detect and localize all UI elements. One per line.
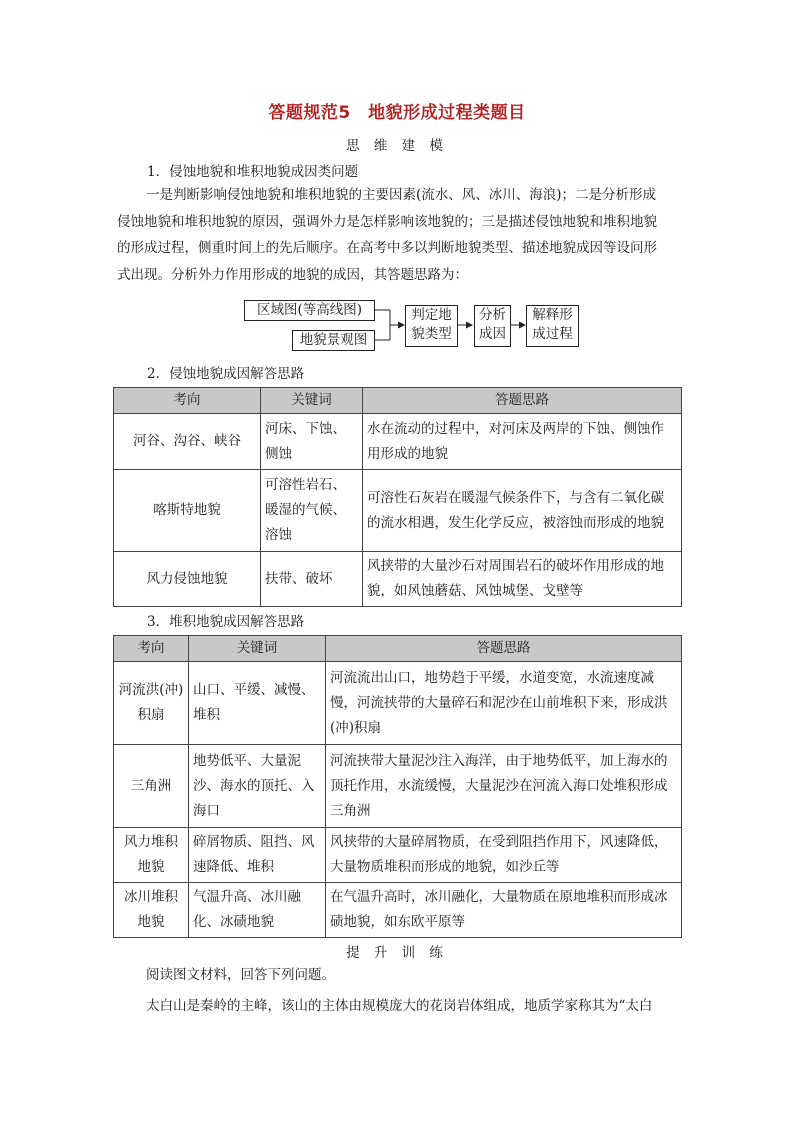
deposition-table (113, 635, 682, 938)
table-row (114, 470, 682, 552)
table-header-cell: 答题思路 (363, 388, 682, 414)
keywords-cell: 地势低平、大量泥沙、海水的顶托、入海口 (189, 745, 326, 828)
section3-heading: 3．堆积地貌成因解答思路 (147, 614, 305, 630)
table-header-cell: 关键词 (261, 388, 363, 414)
flow-box-line: 成过程 (532, 326, 573, 342)
model-heading: 思 维 建 模 (346, 138, 448, 154)
keywords-cell: 扶带、破坏 (261, 552, 363, 607)
flow-box-region-map: 区域图(等高线图) (244, 300, 375, 321)
paragraph-line: 阅读图文材料，回答下列问题。 (146, 967, 335, 983)
section2-heading: 2．侵蚀地貌成因解答思路 (147, 366, 305, 382)
idea-cell: 水在流动的过程中，对河床及两岸的下蚀、侧蚀作用形成的地貌 (363, 414, 682, 470)
flow-box-analyze-cause (474, 305, 511, 347)
table-row (114, 662, 682, 745)
direction-cell: 三角洲 (114, 745, 189, 828)
erosion-table (113, 387, 682, 607)
flow-diagram (0, 0, 794, 360)
direction-cell: 河流洪(冲)积扇 (114, 662, 189, 745)
section1-heading: 1．侵蚀地貌和堆积地貌成因类问题 (147, 164, 359, 180)
flow-arrows (0, 0, 794, 360)
keywords-cell: 山口、平缓、减慢、堆积 (189, 662, 326, 745)
keywords-cell: 可溶性岩石、暖湿的气候、溶蚀 (261, 470, 363, 552)
paragraph-line: 太白山是秦岭的主峰，该山的主体由规模庞大的花岗岩体组成，地质学家称其为“太白 (146, 997, 653, 1014)
table-row (114, 552, 682, 607)
keywords-cell: 碎屑物质、阻挡、风速降低、堆积 (189, 828, 326, 883)
table-row (114, 883, 682, 938)
flow-box-line: 判定地 (411, 307, 452, 323)
direction-cell: 风力侵蚀地貌 (114, 552, 261, 607)
direction-cell: 喀斯特地貌 (114, 470, 261, 552)
idea-cell: 风挟带的大量沙石对周围岩石的破坏作用形成的地貌，如风蚀蘑菇、风蚀城堡、戈壁等 (363, 552, 682, 607)
table-row (114, 414, 682, 470)
flow-box-explain-process (526, 305, 579, 347)
paragraph-line: 式出现。分析外力作用形成的地貌的成因，其答题思路为： (117, 266, 468, 283)
idea-cell: 河流流出山口，地势趋于平缓，水道变宽，水流速度减慢，河流挟带的大量碎石和泥沙在山前堆积下来，形成洪(冲)积扇 (326, 662, 682, 745)
flow-box-line: 解释形 (532, 307, 573, 323)
training-paragraph (117, 962, 683, 1019)
paragraph-line: 的形成过程，侧重时间上的先后顺序。在高考中多以判断地貌类型、描述地貌成因等设问形 (117, 240, 657, 256)
table-header-cell: 关键词 (189, 636, 326, 662)
flow-box-line: 貌类型 (411, 326, 452, 342)
idea-cell: 在气温升高时，冰川融化，大量物质在原地堆积而形成冰碛地貌，如东欧平原等 (326, 883, 682, 938)
page-title: 答题规范5 地貌形成过程类题目 (268, 103, 526, 123)
keywords-cell: 气温升高、冰川融化、冰碛地貌 (189, 883, 326, 938)
training-heading: 提 升 训 练 (346, 945, 448, 961)
direction-cell: 风力堆积地貌 (114, 828, 189, 883)
idea-cell: 风挟带的大量碎屑物质，在受到阻挡作用下，风速降低，大量物质堆积而形成的地貌，如沙丘等 (326, 828, 682, 883)
flow-box-line: 成因 (479, 326, 506, 342)
flow-box-landscape-map: 地貌景观图 (292, 330, 375, 351)
direction-cell: 河谷、沟谷、峡谷 (114, 414, 261, 470)
idea-cell: 可溶性石灰岩在暖湿气候条件下，与含有二氧化碳的流水相遇，发生化学反应，被溶蚀而形成的地貌 (363, 470, 682, 552)
table-header-row (114, 636, 682, 662)
keywords-cell: 河床、下蚀、侧蚀 (261, 414, 363, 470)
table-header-cell: 答题思路 (326, 636, 682, 662)
table-row (114, 745, 682, 828)
table-header-cell: 考向 (114, 388, 261, 414)
paragraph-line: 一是判断影响侵蚀地貌和堆积地貌的主要因素(流水、风、冰川、海浪)；二是分析形成 (146, 187, 657, 203)
table-header-row (114, 388, 682, 414)
idea-cell: 河流挟带大量泥沙注入海洋，由于地势低平，加上海水的顶托作用，水流缓慢，大量泥沙在河流入海口处堆积形成三角洲 (326, 745, 682, 828)
table-row (114, 828, 682, 883)
direction-cell: 冰川堆积地貌 (114, 883, 189, 938)
flow-box-line: 分析 (479, 307, 506, 323)
flow-box-determine-type (405, 305, 458, 347)
table-header-cell: 考向 (114, 636, 189, 662)
paragraph-line: 侵蚀地貌和堆积地貌的原因，强调外力是怎样影响该地貌的；三是描述侵蚀地貌和堆积地貌 (117, 213, 657, 230)
